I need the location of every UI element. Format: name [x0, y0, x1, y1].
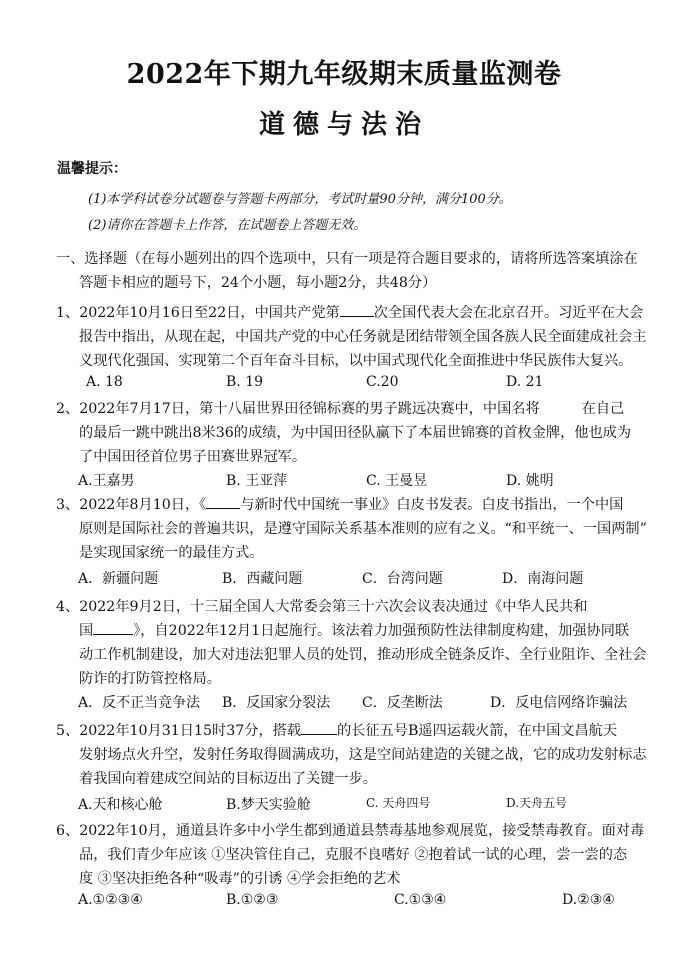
question-5-line: 5、2022年10月31日15时37分，搭载 的长征五号B遥四运载火箭，在中国文昌航天	[56, 723, 618, 739]
question-6-line: 度 ③坚决拒绝各种“吸毒”的引诱 ④学会拒绝的艺术	[79, 871, 401, 887]
question-5-line: 着我国向着建成空间站的目标迈出了关键一步。	[79, 771, 377, 787]
option-b: B．西藏问题	[222, 571, 303, 587]
section-heading: 一、选择题（在每小题列出的四个选项中，只有一项是符合题目要求的，请将所选答案填涂在	[56, 251, 638, 267]
question-3-line: 3、2022年8月10日，《 与新时代中国统一事业》白皮书发表。白皮书指出，一个中国	[56, 497, 624, 513]
exam-title: 2022年下期九年级期末质量监测卷	[126, 59, 562, 90]
option-d: D. 姚明	[506, 473, 554, 489]
subject-title: 道德与法治	[258, 110, 429, 140]
question-4-line: 动工作机制建设，加大对违法犯罪人员的处罚，推动形成全链条反诈、全行业阻诈、全社会	[79, 647, 647, 663]
question-1-line: 义现代化强国、实现第二个百年奋斗目标，以中国式现代化全面推进中华民族伟大复兴。	[79, 353, 633, 369]
option-c: C. 王曼昱	[366, 473, 428, 489]
question-4-line: 防诈的打防管控格局。	[79, 671, 221, 687]
question-4-line: 4、2022年9月2日，十三届全国人大常委会第三十六次会议表决通过《中华人民共和	[56, 599, 588, 615]
answer-blank	[206, 496, 240, 509]
option-a: A.王嘉男	[78, 473, 135, 489]
option-d: D．反电信网络诈骗法	[490, 695, 628, 711]
section-heading-cont: 答题卡相应的题号下，24个小题，每小题2分，共48分）	[79, 275, 437, 291]
question-5-line: 发射场点火升空，发射任务取得圆满成功，这是空间站建造的关键之战，它的成功发射标志	[79, 747, 647, 763]
question-2-line: 2、2022年7月17日，第十八届世界田径锦标赛的男子跳远决赛中，中国名将 在自己	[56, 401, 625, 417]
question-3-line: 是实现国家统一的最佳方式。	[79, 545, 264, 561]
option-c: C．台湾问题	[362, 571, 443, 587]
option-b: B. 王亚萍	[226, 473, 288, 489]
option-b: B．反国家分裂法	[222, 695, 331, 711]
option-a: A.①②③④	[78, 892, 143, 908]
option-c: C. 天舟四号	[366, 796, 431, 810]
option-c: C．反垄断法	[362, 695, 443, 711]
option-b: B.①②③	[226, 892, 279, 908]
question-6-line: 品，我们青少年应该 ①坚决管住自己，克服不良嗜好 ②抱着试一试的心理，尝一尝的态	[79, 847, 628, 863]
question-1-line: 1、2022年10月16日至22日，中国共产党第 次全国代表大会在北京召开。习近平在大会	[56, 305, 644, 321]
option-a: A．新疆问题	[78, 571, 159, 587]
question-6-line: 6、2022年10月，通道县许多中小学生都到通道县禁毒基地参观展览，接受禁毒教育。面对毒	[56, 823, 645, 839]
option-a: A.天和核心舱	[78, 797, 163, 813]
option-d: D. 21	[506, 374, 544, 390]
answer-blank	[301, 722, 337, 735]
option-a: A．反不正当竞争法	[78, 695, 201, 711]
answer-blank	[93, 622, 133, 635]
question-2-line: 的最后一跳中跳出8米36的成绩，为中国田径队赢下了本届世锦赛的首枚金牌，他也成为	[79, 425, 632, 441]
question-2-line: 了中国田径首位男子田赛世界冠军。	[79, 449, 307, 465]
option-c: C.①③④	[394, 892, 447, 908]
option-d: D.天舟五号	[506, 796, 568, 810]
tips-heading: 温馨提示：	[57, 161, 127, 177]
tip-item: (1)本学科试卷分试题卷与答题卡两部分，考试时量90分钟，满分100分。	[88, 192, 512, 207]
option-a: A. 18	[86, 374, 123, 390]
question-3-line: 原则是国际社会的普遍共识，是遵守国际关系基本准则的应有之义。“和平统一、一国两制”	[79, 521, 647, 537]
tip-item: (2)请你在答题卡上作答，在试题卷上答题无效。	[88, 218, 367, 233]
option-d: D．南海问题	[502, 571, 584, 587]
option-b: B. 19	[226, 374, 264, 390]
option-d: D.②③④	[562, 892, 615, 908]
option-b: B.梦天实验舱	[226, 797, 311, 813]
option-c: C.20	[366, 374, 399, 390]
question-4-line: 国 》，自2022年12月1日起施行。该法着力加强预防性法律制度构建，加强协同联	[79, 623, 630, 639]
question-1-line: 报告中指出，从现在起，中国共产党的中心任务就是团结带领全国各族人民全面建成社会主	[79, 329, 647, 345]
answer-blank	[340, 304, 374, 317]
